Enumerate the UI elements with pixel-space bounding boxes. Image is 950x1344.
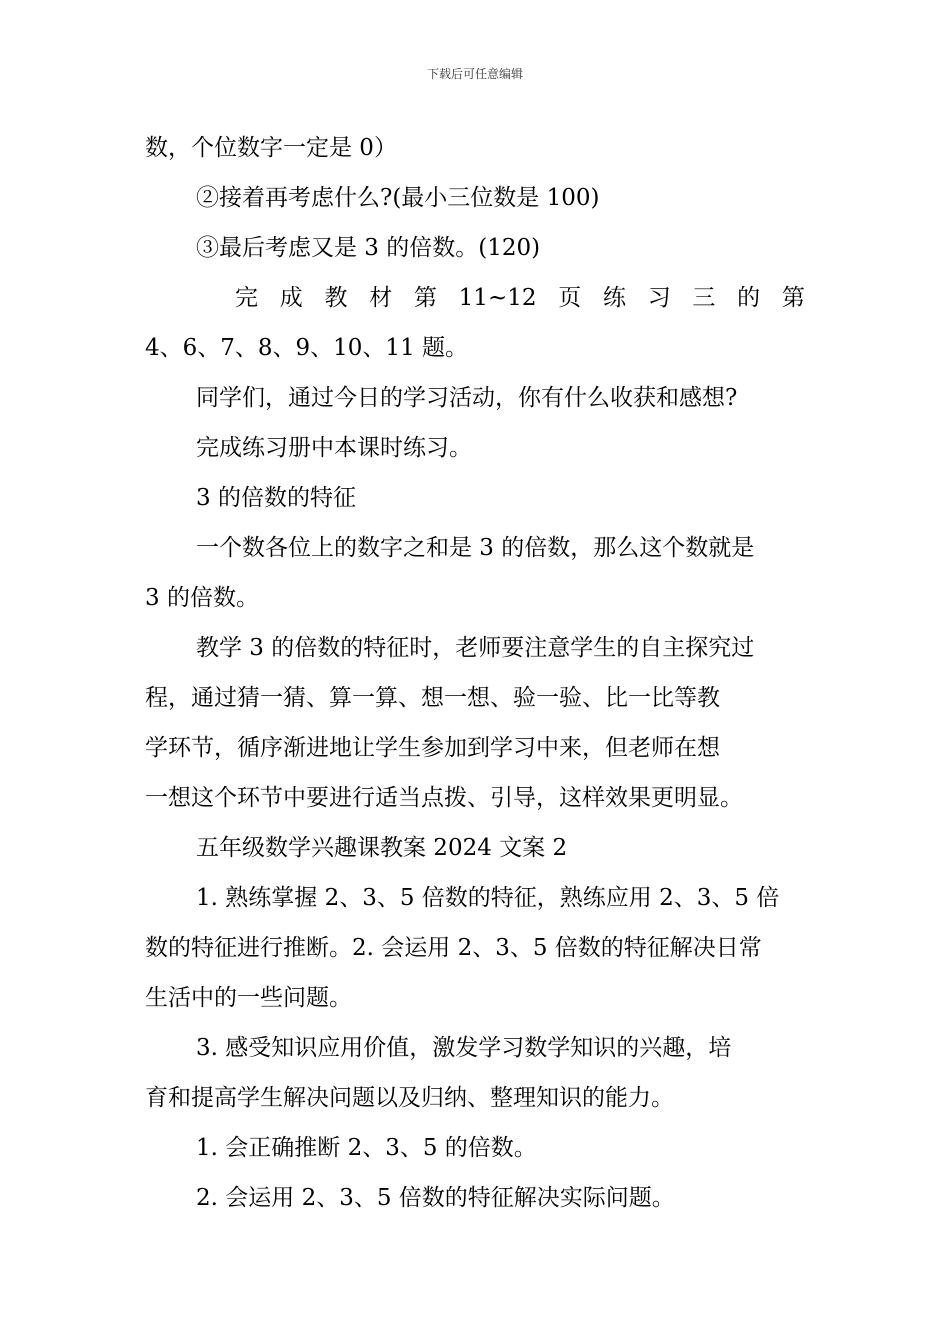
- spread-char: 11~12: [458, 285, 537, 311]
- text-line: 一个数各位上的数字之和是 3 的倍数，那么这个数就是: [196, 535, 755, 561]
- text-line: 学环节，循序渐进地让学生参加到学习中来，但老师在想: [145, 735, 720, 761]
- text-line: ③最后考虑又是 3 的倍数。(120): [196, 235, 541, 261]
- spread-char: 教: [324, 285, 348, 311]
- spread-char: 练: [602, 285, 626, 311]
- text-line: 育和提高学生解决问题以及归纳、整理知识的能力。: [145, 1085, 674, 1111]
- spread-char: 材: [369, 285, 393, 311]
- section-heading: 五年级数学兴趣课教案 2024 文案 2: [196, 835, 568, 861]
- spread-char: 页: [558, 285, 582, 311]
- text-line: 3 的倍数。: [145, 585, 259, 611]
- text-line: 数的特征进行推断。2. 会运用 2、3、5 倍数的特征解决日常: [145, 935, 762, 961]
- text-line: 教学 3 的倍数的特征时，老师要注意学生的自主探究过: [196, 635, 755, 661]
- spread-char: 完: [235, 285, 258, 311]
- document-body: [145, 123, 805, 1223]
- spread-char: 的: [737, 285, 761, 311]
- textbook-exercise-line: [145, 273, 805, 323]
- text-line: 1. 会正确推断 2、3、5 的倍数。: [196, 1135, 537, 1161]
- text-line: 数，个位数字一定是 0）: [145, 135, 397, 161]
- text-line: 1. 熟练掌握 2、3、5 倍数的特征，熟练应用 2、3、5 倍: [196, 885, 780, 911]
- spread-char: 习: [647, 285, 671, 311]
- text-line: 生活中的一些问题。: [145, 985, 352, 1011]
- text-line: 4、6、7、8、9、10、11 题。: [145, 335, 469, 361]
- text-line: 同学们，通过今日的学习活动，你有什么收获和感想?: [196, 385, 738, 411]
- spread-char: 第: [781, 285, 805, 311]
- spread-char: 三: [692, 285, 716, 311]
- section-heading: 3 的倍数的特征: [196, 485, 356, 511]
- text-line: 一想这个环节中要进行适当点拨、引导，这样效果更明显。: [145, 785, 743, 811]
- spread-char: 成: [279, 285, 303, 311]
- text-line: 程，通过猜一猜、算一算、想一想、验一验、比一比等教: [145, 685, 720, 711]
- spread-char: 第: [413, 285, 437, 311]
- text-line: 2. 会运用 2、3、5 倍数的特征解决实际问题。: [196, 1185, 675, 1211]
- text-line: 3. 感受知识应用价值，激发学习数学知识的兴趣，培: [196, 1035, 732, 1061]
- page-header: 下载后可任意编辑: [426, 67, 523, 81]
- text-line: ②接着再考虑什么?(最小三位数是 100): [196, 185, 600, 211]
- text-line: 完成练习册中本课时练习。: [196, 435, 472, 461]
